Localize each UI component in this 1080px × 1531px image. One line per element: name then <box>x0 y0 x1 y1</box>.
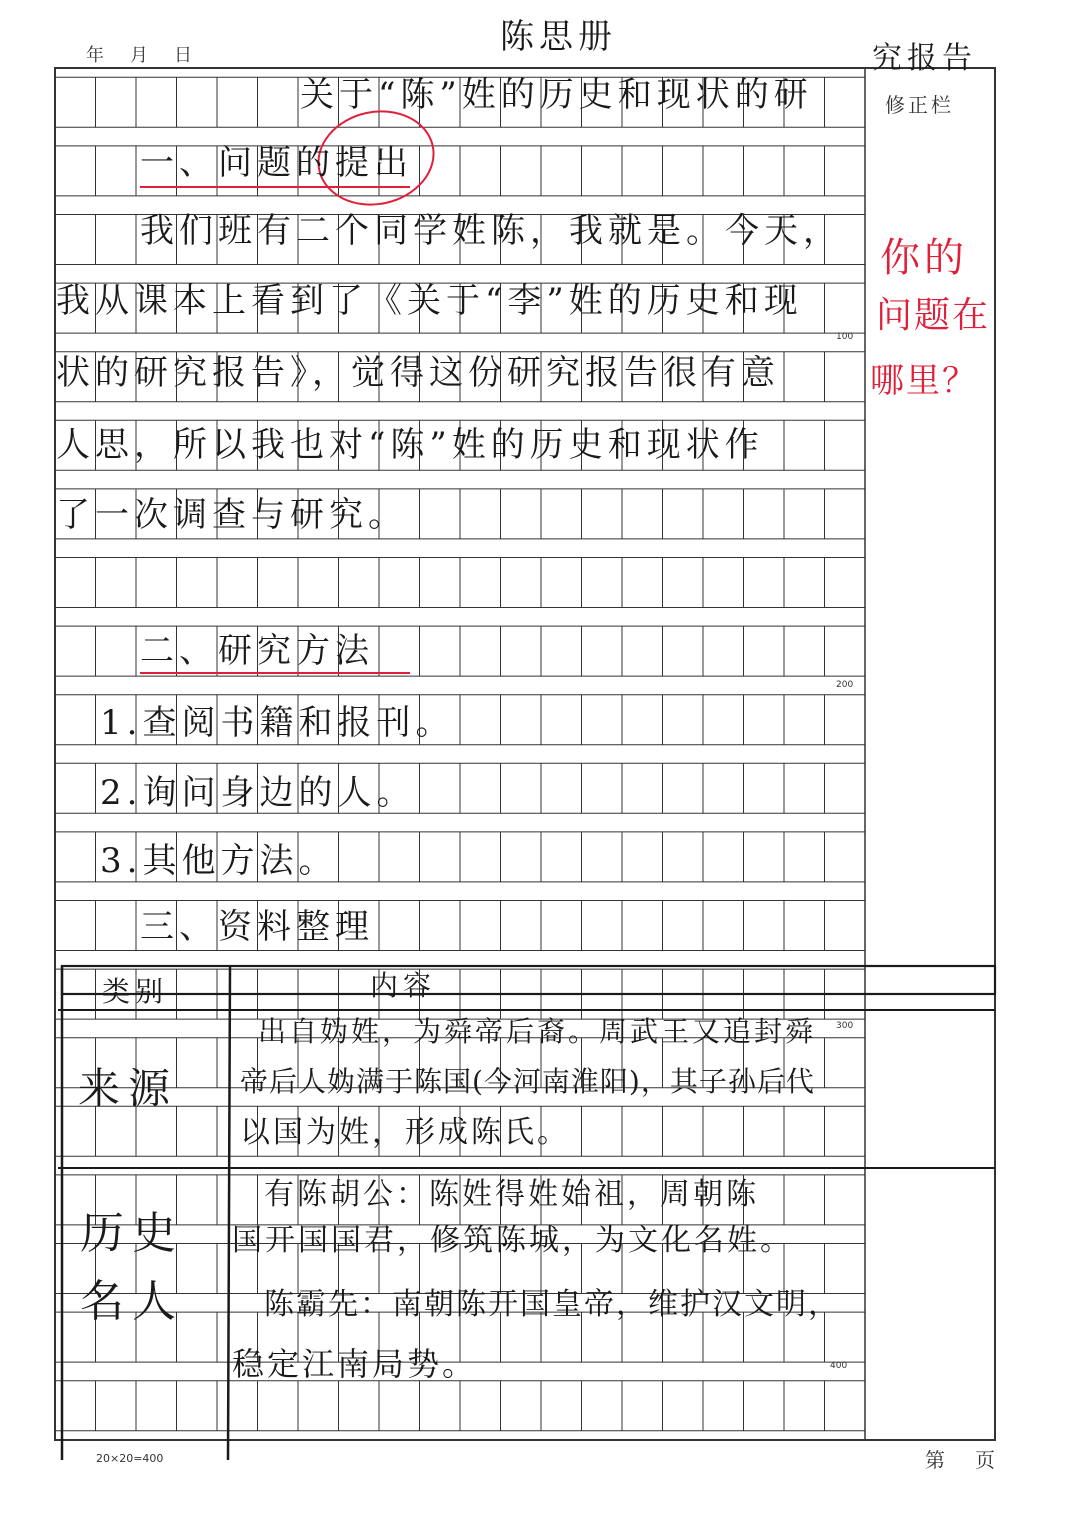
table-row-2-line-3: 陈霸先：南朝陈开国皇帝，维护汉文明， <box>264 1287 840 1322</box>
page-suffix: 页 <box>975 1448 995 1472</box>
table-row-1-category: 来源 <box>78 1064 179 1113</box>
table-row-1-line-2: 帝后人妫满于陈国(今河南淮阳)，其子孙后代 <box>240 1065 815 1098</box>
paragraph-line-4: 人思，所以我也对“陈”姓的历史和现状作 <box>56 425 764 465</box>
method-item-3: 3.其他方法。 <box>100 841 338 881</box>
method-item-1: 1.查阅书籍和报刊。 <box>100 703 455 743</box>
table-column-divider <box>228 966 230 1460</box>
table-row-2-line-2: 国开国国君，修筑陈城，为文化名姓。 <box>232 1223 793 1258</box>
section-2-underline <box>140 672 410 674</box>
section-2-heading: 二、研究方法 <box>140 631 374 671</box>
grid-count-300: 300 <box>836 1021 854 1031</box>
paragraph-line-1: 我们班有二个同学姓陈，我就是。今天， <box>140 211 842 251</box>
grid-count-100: 100 <box>836 332 854 342</box>
method-item-2: 2.询问身边的人。 <box>100 773 416 813</box>
section-1-heading: 一、问题的提出 <box>140 143 413 183</box>
table-header-category: 类别 <box>102 975 169 1008</box>
table-header-border <box>62 966 995 994</box>
table-row-1-line-3: 以国为姓，形成陈氏。 <box>240 1115 570 1150</box>
table-row-2-line-1: 有陈胡公：陈姓得姓始祖，周朝陈 <box>264 1177 759 1212</box>
title-main: 关于“陈”姓的历史和现状的研 <box>300 75 813 115</box>
correction-column-label: 修正栏 <box>885 93 954 117</box>
page-prefix: 第 <box>925 1448 945 1472</box>
date-label: 年 月 日 <box>86 45 196 66</box>
author-name: 陈思册 <box>500 17 617 57</box>
table-row-2-category-line-1: 历史 <box>80 1208 184 1259</box>
grid-count-200: 200 <box>836 680 854 690</box>
table-row-2-line-4: 稳定江南局势。 <box>232 1345 478 1383</box>
grid-spec-label: 20×20=400 <box>96 1452 164 1465</box>
section-3-heading: 三、资料整理 <box>140 907 374 947</box>
teacher-comment-line-3: 哪里？ <box>870 361 978 401</box>
table-header-content: 内容 <box>370 969 437 1002</box>
paragraph-line-5: 了一次调查与研究。 <box>56 495 407 535</box>
paragraph-line-2: 我从课本上看到了《关于“李”姓的历史和现 <box>56 281 803 321</box>
teacher-comment-line-1: 你的 <box>880 235 968 281</box>
title-overflow: 究报告 <box>872 41 977 76</box>
grid-count-400: 400 <box>830 1361 848 1371</box>
table-row-2-category-line-2: 名人 <box>80 1276 184 1327</box>
teacher-comment-line-2: 问题在 <box>876 295 991 336</box>
paragraph-line-3: 状的研究报告》，觉得这份研究报告很有意 <box>56 353 780 393</box>
table-row-1-line-1: 出自妫姓，为舜帝后裔。周武王又追封舜 <box>258 1015 817 1048</box>
section-1-underline <box>140 186 410 188</box>
